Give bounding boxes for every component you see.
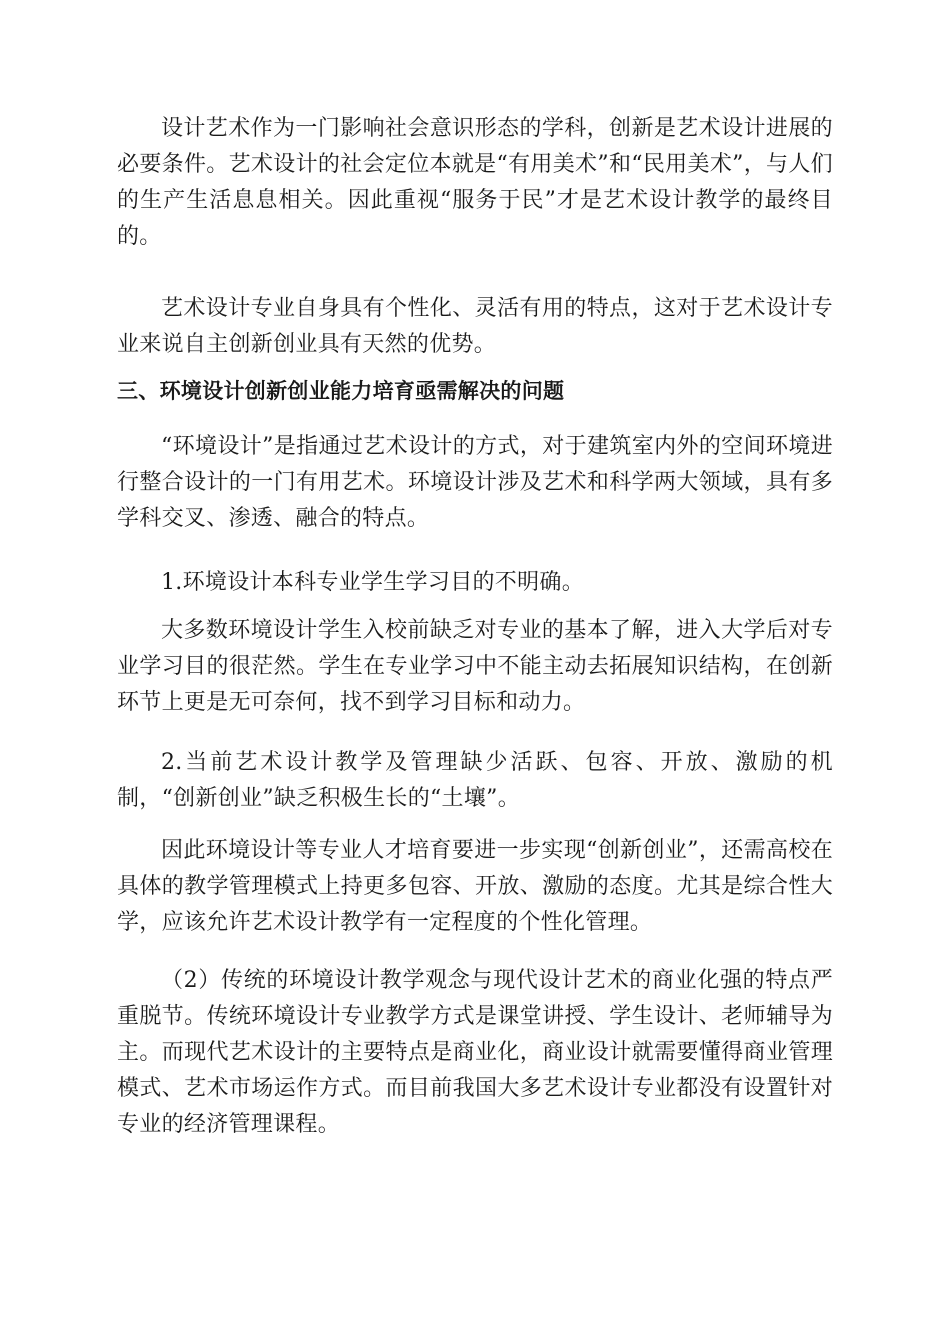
section-heading-3: 三、环境设计创新创业能力培育亟需解决的问题 <box>117 379 565 403</box>
paragraph-design-art-innovation: 设计艺术作为一门影响社会意识形态的学科，创新是艺术设计进展的必要条件。艺术设计的社会定位本就是“有用美术”和“民用美术”，与人们的生产生活息息相关。因此重视“服务于民”才是艺术设计教学的最终目的。 <box>117 116 833 249</box>
paragraph-environment-design-definition: “环境设计”是指通过艺术设计的方式，对于建筑室内外的空间环境进行整合设计的一门有用艺术。环境设计涉及艺术和科学两大领域，具有多学科交叉、渗透、融合的特点。 <box>117 434 833 531</box>
list-item-1: 1.环境设计本科专业学生学习目的不明确。 <box>161 570 584 595</box>
paragraph-talent-cultivation: 因此环境设计等专业人才培育要进一步实现“创新创业”，还需高校在具体的教学管理模式上持更多包容、开放、激励的态度。尤其是综合性大学，应该允许艺术设计教学有一定程度的个性化管理。 <box>117 838 833 935</box>
paragraph-students-unclear-goals: 大多数环境设计学生入校前缺乏对专业的基本了解，进入大学后对专业学习目的很茫然。学生在专业学习中不能主动去拓展知识结构，在创新环节上更是无可奈何，找不到学习目标和动力。 <box>117 618 833 715</box>
paragraph-commercialization-gap: （2）传统的环境设计教学观念与现代设计艺术的商业化强的特点严重脱节。传统环境设计专业教学方式是课堂讲授、学生设计、老师辅导为主。而现代艺术设计的主要特点是商业化，商业设计就需要懂得商业管理模式、艺术市场运作方式。而目前我国大多艺术设计专业都没有设置针对专业的经济管理课程。 <box>117 968 833 1137</box>
paragraph-major-advantages: 艺术设计专业自身具有个性化、灵活有用的特点，这对于艺术设计专业来说自主创新创业具有天然的优势。 <box>117 296 833 357</box>
list-item-2: 2.当前艺术设计教学及管理缺少活跃、包容、开放、激励的机制，“创新创业”缺乏积极生长的“土壤”。 <box>117 750 833 811</box>
